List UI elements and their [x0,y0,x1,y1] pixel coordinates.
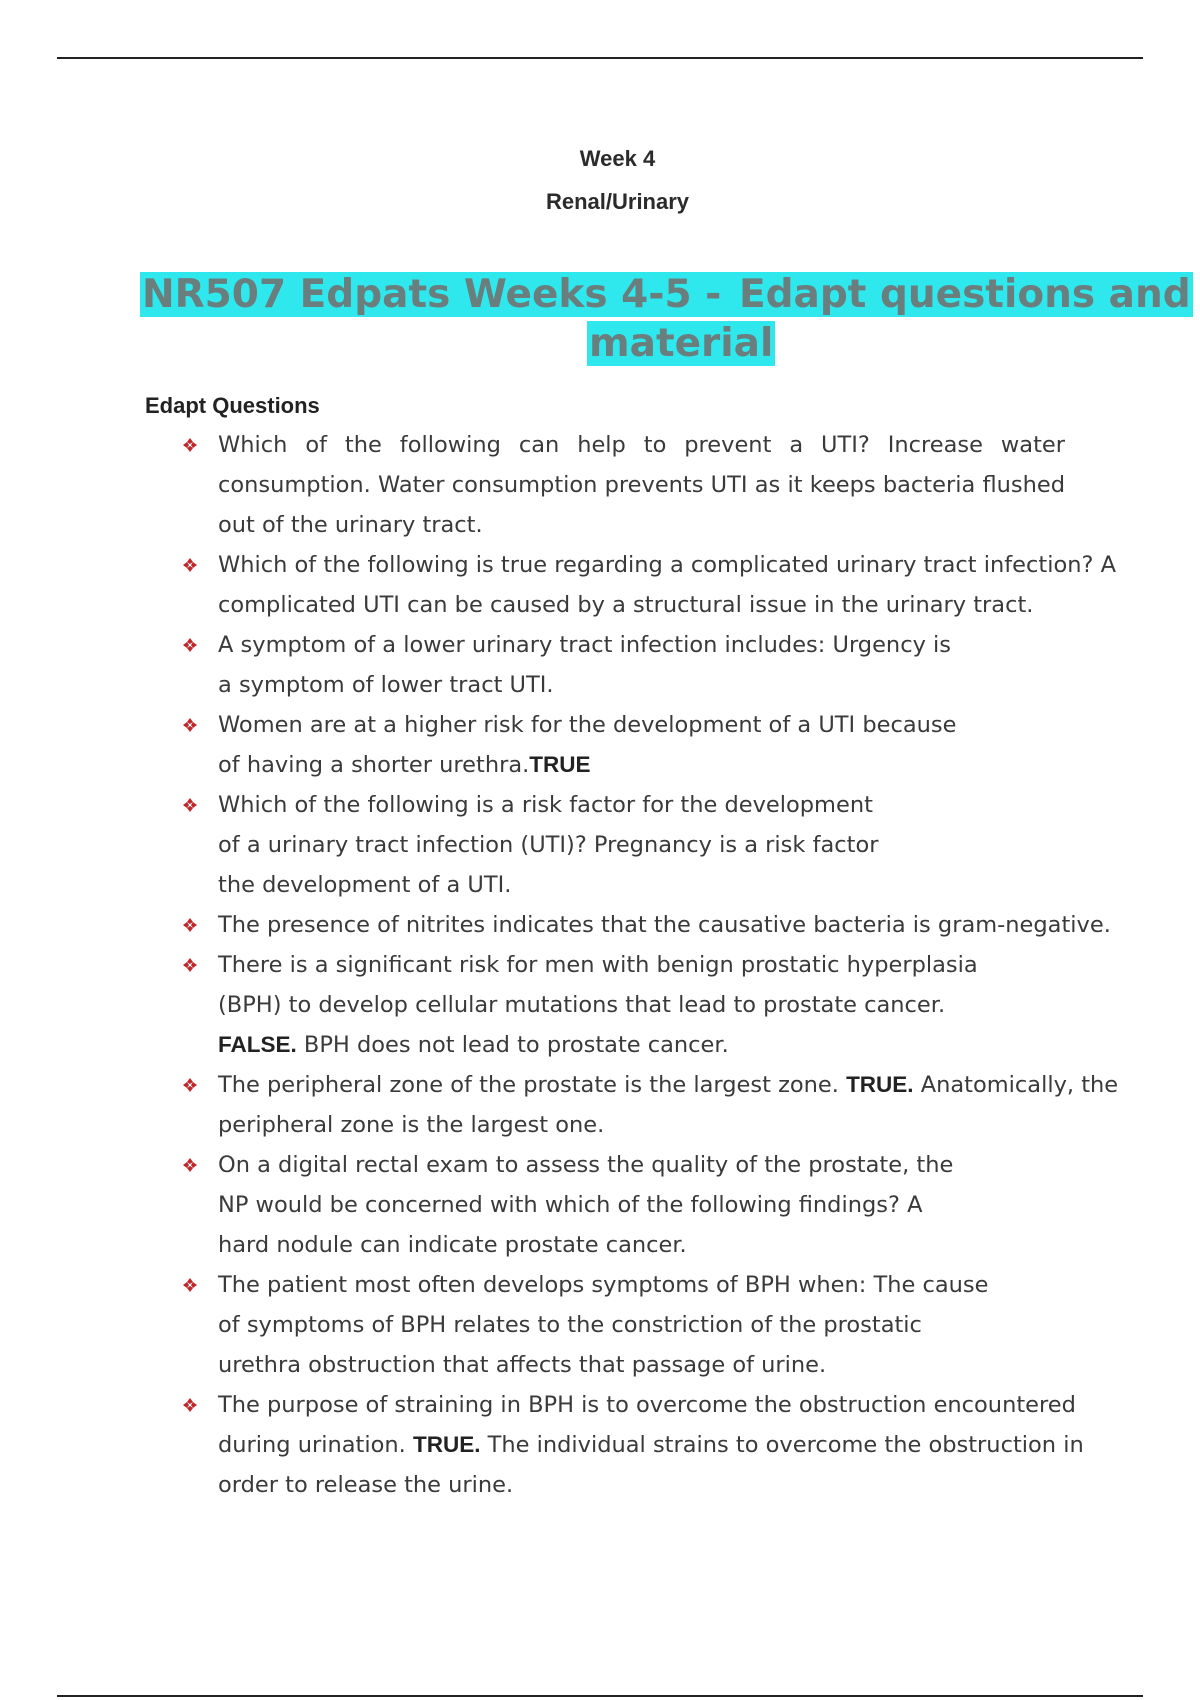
list-item [180,945,1180,1065]
list-item [180,1145,1180,1265]
edapt-questions-heading: Edapt Questions [145,393,320,418]
list-item [180,785,1180,905]
document-title [140,270,1200,368]
diamond-bullet-icon [182,957,198,973]
question-text: The peripheral zone of the prostate is the largest zone. [218,1072,847,1098]
diamond-bullet-icon [182,637,198,653]
diamond-bullet-icon [182,557,198,573]
bottom-rule [57,1695,1143,1697]
question-text: On a digital rectal exam to assess the quality of the prostate, the NP would be concerned with which of the following findings? A hard nodule can indicate prostate cancer. [218,1152,954,1258]
list-item [180,625,1180,705]
diamond-bullet-icon [182,1277,198,1293]
title-part-1: NR507 Edpats Weeks 4-5 - [142,272,735,317]
list-item [180,1385,1180,1505]
question-list [180,425,1180,1505]
answer-label: TRUE [529,752,591,777]
question-text: Women are at a higher risk for the development of a UTI because of having a shorter urethra. [218,712,957,778]
list-item [180,705,1180,785]
question-text: Which of the following is true regarding a complicated urinary tract infection? A complicated UTI can be caused by a structural issue in the urinary tract. [218,552,1116,618]
top-rule [57,57,1143,59]
title-line-2: material [589,321,774,366]
title-part-2: Edapt questions and [738,272,1191,317]
diamond-bullet-icon [182,1077,198,1093]
answer-explanation: Anatomically, the peripheral zone is the largest one. [218,1072,1119,1138]
question-text: Which of the following can help to prevent a UTI? Increase water consumption. Water consumption prevents UTI as it keeps bacteria flushed out of the urinary tract. [218,432,1065,538]
answer-label: FALSE. [218,1032,297,1057]
answer-label: TRUE. [846,1072,914,1097]
list-item [180,1065,1180,1145]
list-item [180,425,1180,545]
question-text: A symptom of a lower urinary tract infection includes: Urgency is a symptom of lower tract UTI. [218,632,952,698]
week-heading: Week 4 [579,146,656,171]
question-text: There is a significant risk for men with benign prostatic hyperplasia (BPH) to develop cellular mutations that lead to prostate cancer. [218,952,978,1018]
list-item [180,545,1180,625]
diamond-bullet-icon [182,797,198,813]
section-heading: Renal/Urinary [545,189,690,214]
list-item [180,905,1180,945]
question-text: The presence of nitrites indicates that the causative bacteria is gram-negative. [218,912,1111,938]
question-text: The purpose of straining in BPH is to overcome the obstruction encountered during urination. [218,1392,1076,1458]
question-text: Which of the following is a risk factor for the development of a urinary tract infection (UTI)? Pregnancy is a risk factor the development of a UTI. [218,792,879,898]
answer-label: TRUE. [412,1432,481,1457]
diamond-bullet-icon [182,917,198,933]
diamond-bullet-icon [182,1157,198,1173]
answer-explanation: The individual strains to overcome the obstruction in order to release the urine. [218,1432,1084,1498]
diamond-bullet-icon [182,437,198,453]
question-text: The patient most often develops symptoms of BPH when: The cause of symptoms of BPH relates to the constriction of the prostatic urethra obstruction that affects that passage of urine. [218,1272,989,1378]
diamond-bullet-icon [182,717,198,733]
answer-explanation: BPH does not lead to prostate cancer. [296,1032,729,1058]
list-item [180,1265,1180,1385]
diamond-bullet-icon [182,1397,198,1413]
